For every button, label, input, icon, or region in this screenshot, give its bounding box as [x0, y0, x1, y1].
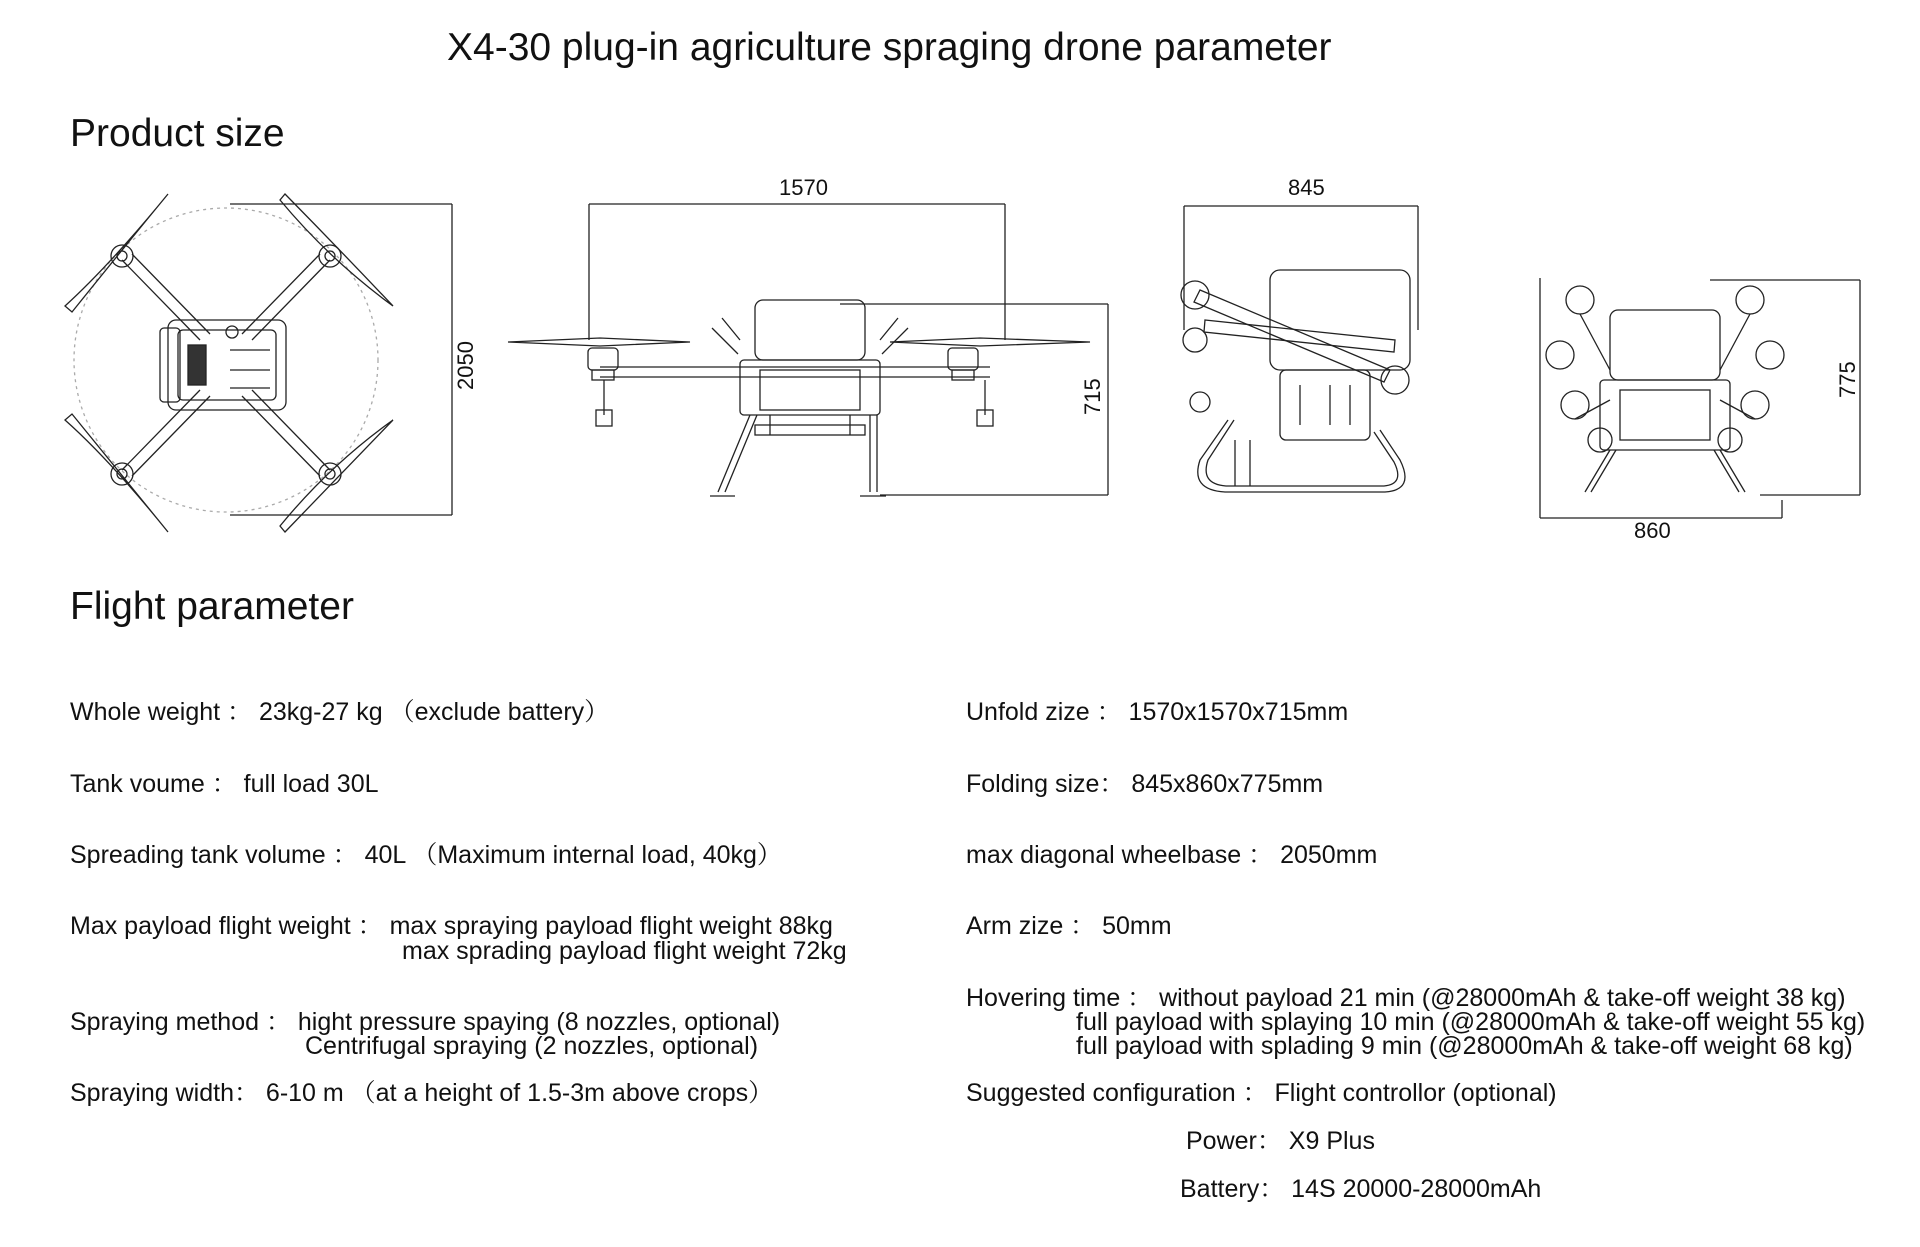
param-suggested-configuration: Suggested configuration ： Flight controllor (optional) [966, 1079, 1557, 1107]
param-spraying-method-cont: Centrifugal spraying (2 nozzles, optional) [305, 1032, 759, 1060]
top-view-drawing [65, 194, 452, 532]
dim-845: 845 [1288, 175, 1325, 200]
param-arm-size: Arm zize ： 50mm [966, 912, 1172, 940]
param-folding-size: Folding size： 845x860x775mm [966, 770, 1324, 798]
param-whole-weight: Whole weight ： 23kg-27 kg （exclude battery） [70, 698, 610, 726]
product-size-drawings [0, 170, 1920, 550]
dim-860: 860 [1634, 518, 1671, 543]
page-title: X4-30 plug-in agriculture spraging drone parameter [447, 26, 1332, 69]
param-battery: Battery： 14S 20000-28000mAh [1180, 1175, 1542, 1203]
dim-775: 775 [1835, 361, 1860, 398]
param-spreading-tank: Spreading tank volume ： 40L （Maximum internal load, 40kg） [70, 841, 782, 869]
folded-front-view-drawing [1540, 278, 1860, 518]
folded-side-view-drawing [1181, 206, 1418, 492]
param-hovering-time: Hovering time ： without payload 21 min (@28000mAh & take-off weight 38 kg) [966, 984, 1846, 1012]
dim-715: 715 [1080, 378, 1105, 415]
param-hovering-time-cont-1: full payload with splaying 10 min (@28000mAh & take-off weight 55 kg) [1076, 1008, 1866, 1036]
dim-1570: 1570 [779, 175, 828, 200]
param-spraying-method: Spraying method ： hight pressure spaying (8 nozzles, optional) [70, 1008, 781, 1036]
param-max-payload: Max payload flight weight ： max spraying payload flight weight 88kg [70, 912, 833, 940]
param-unfold-size: Unfold zize ： 1570x1570x715mm [966, 698, 1349, 726]
param-spraying-width: Spraying width： 6-10 m （at a height of 1.5-3m above crops） [70, 1079, 774, 1107]
param-max-payload-cont: max sprading payload flight weight 72kg [402, 937, 847, 965]
section-flight-parameter: Flight parameter [70, 585, 354, 628]
param-hovering-time-cont-2: full payload with splading 9 min (@28000mAh & take-off weight 68 kg) [1076, 1032, 1853, 1060]
side-view-drawing [508, 204, 1108, 496]
param-wheelbase: max diagonal wheelbase ： 2050mm [966, 841, 1378, 869]
param-power: Power： X9 Plus [1186, 1127, 1375, 1155]
section-product-size: Product size [70, 112, 285, 155]
dim-2050: 2050 [453, 341, 478, 390]
param-tank-volume: Tank voume ： full load 30L [70, 770, 379, 798]
